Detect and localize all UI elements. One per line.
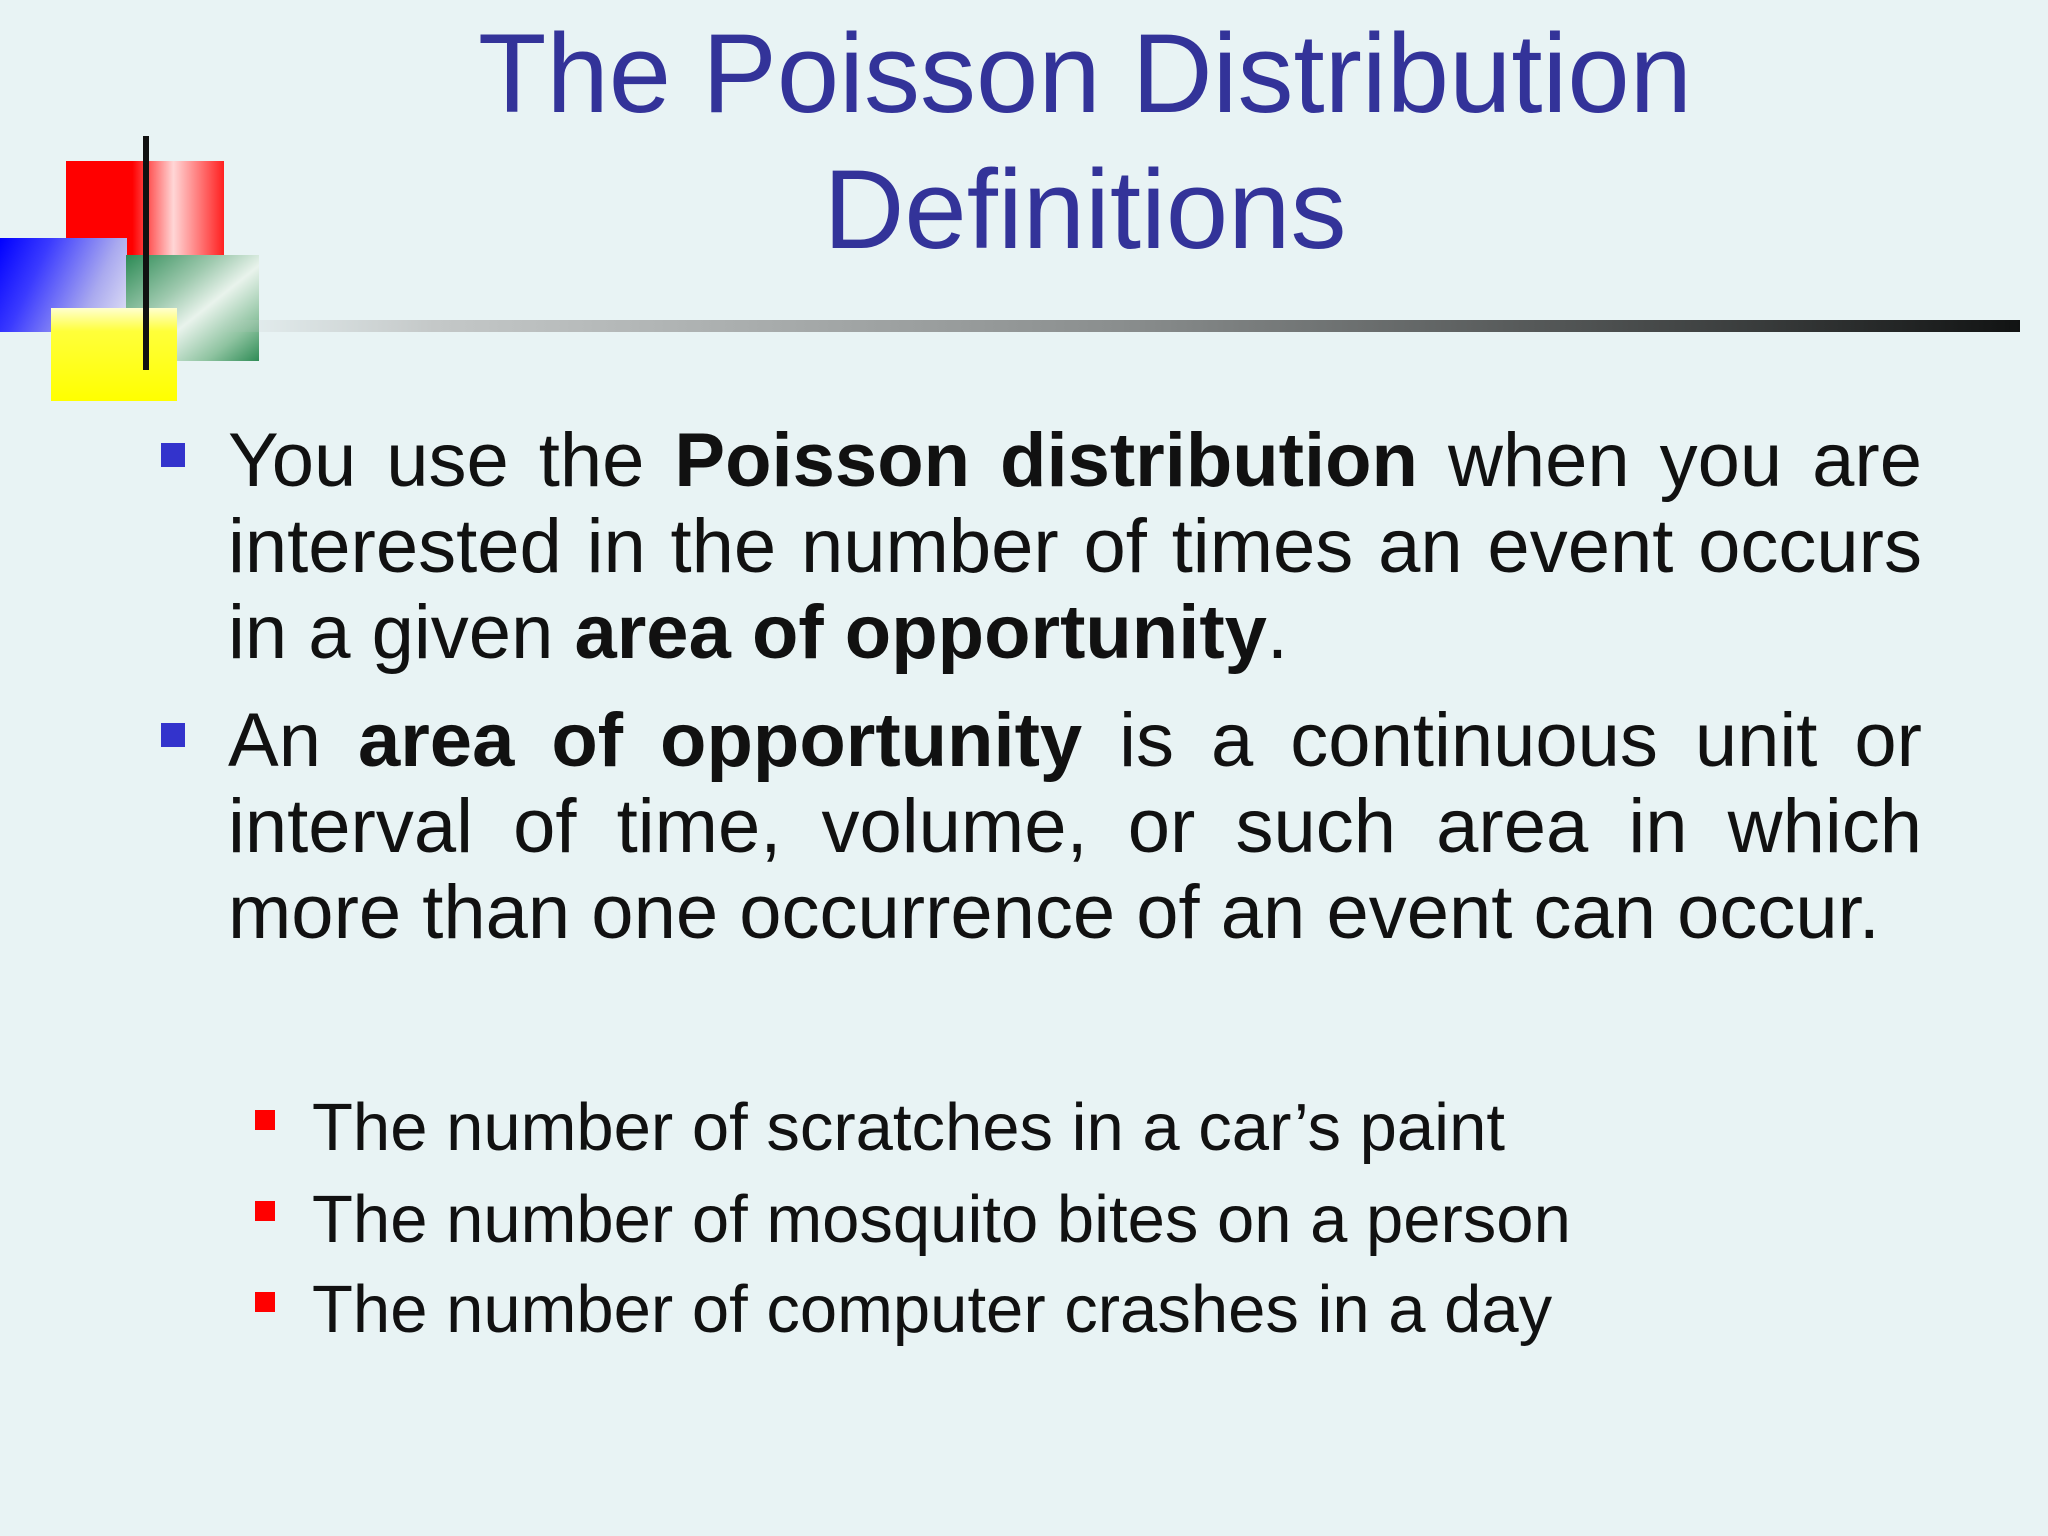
example-item: The number of computer crashes in a day — [312, 1272, 1553, 1347]
bullet-1-bold-term: Poisson distribution — [674, 418, 1418, 503]
bullet-square-icon — [161, 723, 185, 747]
bullet-2-text-b: is a continuous unit or interval of time, volume, or such area in which more than one occurrence of an event can occur. — [228, 698, 1922, 955]
bullet-1-text-a: You use the — [228, 418, 675, 503]
slide-title — [300, 6, 1870, 278]
example-item: The number of mosquito bites on a person — [312, 1182, 1571, 1257]
bullet-2-text-a: An — [228, 698, 358, 783]
title-line-1: The Poisson Distribution — [478, 11, 1692, 136]
bullet-1 — [228, 418, 1922, 676]
sub-bullet-square-icon — [255, 1292, 275, 1312]
sub-bullet-square-icon — [255, 1201, 275, 1221]
example-item: The number of scratches in a car’s paint — [312, 1090, 1505, 1165]
title-line-2: Definitions — [823, 147, 1347, 272]
bullet-square-icon — [161, 443, 185, 467]
decor-yellow-block — [51, 308, 177, 401]
bullet-2 — [228, 698, 1922, 956]
bullet-1-bold-term-2: area of opportunity — [574, 590, 1267, 675]
title-underline — [218, 320, 2020, 332]
sub-bullet-square-icon — [255, 1110, 275, 1130]
decor-vertical-line — [143, 136, 149, 370]
bullet-1-text-b: when you are interested in the number of times an event occurs in a given — [228, 418, 1923, 675]
bullet-1-text-c: . — [1266, 590, 1289, 675]
bullet-2-bold-term: area of opportunity — [357, 698, 1083, 783]
